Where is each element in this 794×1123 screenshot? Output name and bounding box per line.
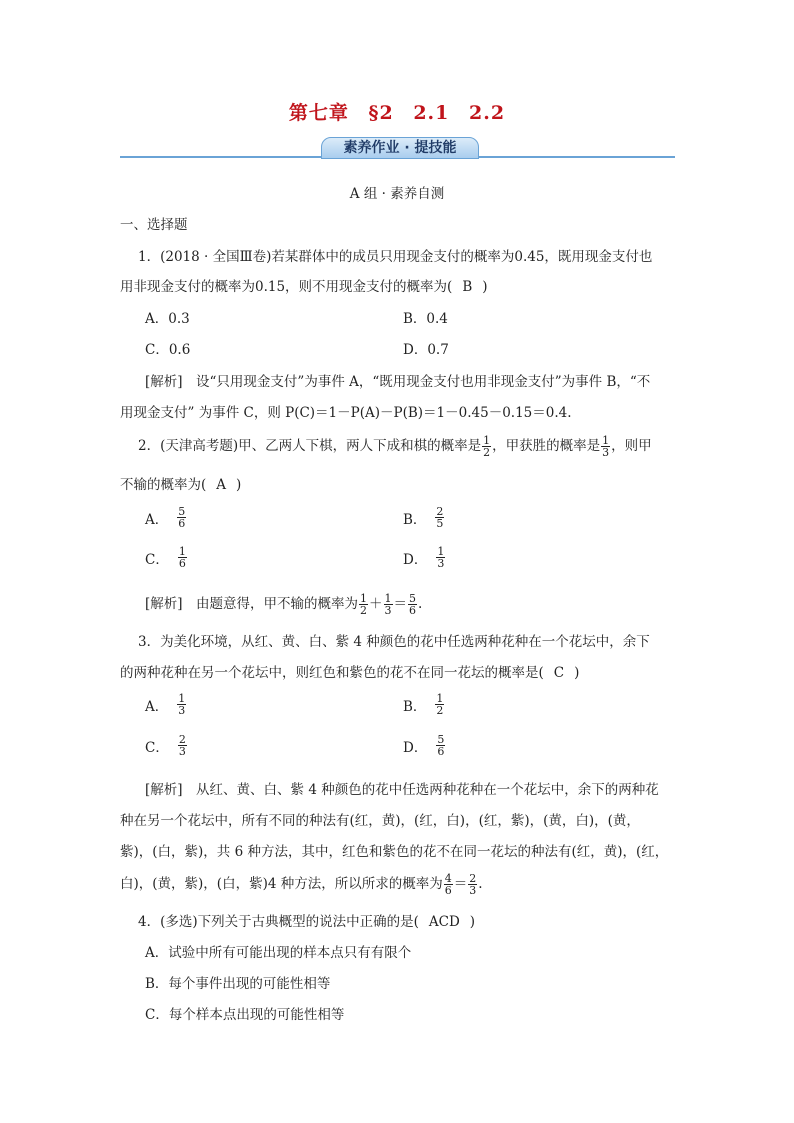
q2-option-b [403,506,445,529]
q2-close: ) [236,477,242,493]
q1-option-a: A．0.3 [145,311,190,327]
frac-num: 1 [178,692,186,705]
subsection-1: 2.1 [413,102,450,124]
option-frac [177,693,186,716]
q1-stem: 用非现金支付的概率为0.15，则不用现金支付的概率为( [120,279,453,295]
frac-den: 3 [469,884,477,897]
q2-option-c [145,546,188,569]
frac-den: 6 [437,745,445,758]
q3-analysis-3: 紫)，(白，紫)，共 6 种方法，其中，红色和紫色的花不在同一花坛的种法有(红，黄)，(红， [120,844,669,860]
q2-stem-b: ，甲获胜的概率是 [492,438,601,454]
q3-answer: C [553,665,565,681]
analysis-frac [359,593,368,616]
option-label: D． [403,739,428,756]
option-frac [177,506,186,529]
q3-analysis-4 [120,873,483,896]
frac-den: 3 [384,604,392,617]
analysis-text: 白)，(黄，紫)，(白，紫)4 种方法，所以所求的概率为 [120,876,443,892]
q2-option-a [145,506,187,529]
banner-tab: 素养作业 · 提技能 [321,137,479,159]
q3-analysis-1: [解析] 从红、黄、白、紫 4 种颜色的花中任选两种花种在一个花坛中，余下的两种花 [145,782,659,798]
q3-line2 [120,663,579,683]
q2-analysis [145,593,422,616]
frac-den: 6 [444,884,452,897]
frac-num: 1 [436,692,444,705]
q1-option-d: D．0.7 [403,342,449,358]
group-heading: A 组 · 素养自测 [349,186,445,202]
frac-den: 6 [178,517,186,530]
frac-num: 5 [437,733,445,746]
frac-num: 1 [437,545,445,558]
subsection-2: 2.2 [469,102,506,124]
q2-frac-1 [482,435,491,458]
plus-sign: ＋ [369,596,383,612]
q3-option-d [403,734,446,757]
analysis-frac [384,593,393,616]
q4-close: ) [469,914,476,930]
q2-stem-c: ，则甲 [611,438,652,454]
period: . [418,596,423,612]
q3-option-b [403,693,445,716]
q2-stem: 不输的概率为( [120,477,207,493]
q3-option-a [145,693,187,716]
frac-den: 2 [483,446,491,459]
option-label: A． [145,698,169,715]
q2-line2 [120,475,241,495]
q3-stem: 的两种花种在另一个花坛中，则红色和紫色的花不在同一花坛的概率是( [120,665,544,681]
analysis-text: [解析] 由题意得，甲不输的概率为 [145,596,359,612]
q2-stem-a: 2．(天津高考题)甲、乙两人下棋，两人下成和棋的概率是 [138,438,482,454]
option-label: B． [403,698,427,715]
q1-line1: 1．(2018 · 全国Ⅲ卷)若某群体中的成员只用现金支付的概率为0.45，既用现金支付也 [138,249,653,265]
frac-den: 6 [409,604,417,617]
frac-den: 6 [178,557,186,570]
q2-frac-2 [601,435,610,458]
frac-num: 2 [469,872,477,885]
frac-den: 3 [178,704,186,717]
frac-num: 4 [444,872,452,885]
option-frac [178,734,187,757]
frac-den: 5 [436,517,444,530]
frac-num: 1 [384,592,392,605]
q4-answer: ACD [428,914,460,930]
q4-option-a: A．试验中所有可能出现的样本点只有有限个 [145,945,412,961]
frac-num: 1 [360,592,368,605]
q1-analysis-1: [解析] 设“只用现金支付”为事件 A，“既用现金支付也用非现金支付”为事件 B，“不 [145,374,651,390]
option-label: B． [403,511,427,528]
option-label: C． [145,551,169,568]
option-frac [436,734,445,757]
q1-option-b: B．0.4 [403,311,448,327]
frac-den: 3 [437,557,445,570]
equal-sign: ＝ [393,596,408,612]
analysis-frac [444,873,453,896]
q1-answer: B [462,279,473,295]
q1-option-c: C．0.6 [145,342,191,358]
option-frac [178,546,187,569]
frac-num: 5 [409,592,417,605]
chapter-label: 第七章 [288,102,349,124]
q1-close: ) [482,279,488,295]
frac-den: 2 [436,704,444,717]
option-label: D． [403,551,428,568]
analysis-frac [408,593,417,616]
q3-option-c [145,734,188,757]
frac-den: 3 [602,446,610,459]
frac-den: 3 [178,745,186,758]
analysis-frac [468,873,477,896]
frac-num: 1 [483,434,491,447]
frac-num: 1 [602,434,610,447]
q2-answer: A [216,477,227,493]
q3-close: ) [574,665,580,681]
option-label: C． [145,739,169,756]
option-label: A． [145,511,169,528]
frac-num: 2 [178,733,186,746]
option-frac [435,506,444,529]
period: . [478,876,483,892]
part-heading: 一、选择题 [120,217,188,233]
option-frac [435,693,444,716]
q1-analysis-2: 用现金支付” 为事件 C，则 P(C)＝1－P(A)－P(B)＝1－0.45－0.15＝0.4. [120,405,572,421]
frac-num: 2 [436,505,444,518]
frac-num: 1 [178,545,186,558]
q4-option-c: C．每个样本点出现的可能性相等 [145,1007,345,1023]
q2-line1 [138,435,652,458]
q4-option-b: B．每个事件出现的可能性相等 [145,976,331,992]
option-frac [436,546,445,569]
q3-analysis-2: 种在另一个花坛中，所有不同的种法有(红，黄)，(红，白)，(红，紫)，(黄，白)，(黄， [120,813,640,829]
q3-line1: 3．为美化环境，从红、黄、白、紫 4 种颜色的花中任选两种花种在一个花坛中，余下 [138,634,650,650]
q4-stem: 4．(多选)下列关于古典概型的说法中正确的是( [138,914,419,930]
q1-line2 [120,277,488,297]
q2-option-d [403,546,446,569]
chapter-title [0,98,794,125]
equal-sign: ＝ [453,876,468,892]
frac-den: 2 [360,604,368,617]
q4-line1 [138,912,475,932]
frac-num: 5 [178,505,186,518]
section-label: §2 [368,102,394,124]
